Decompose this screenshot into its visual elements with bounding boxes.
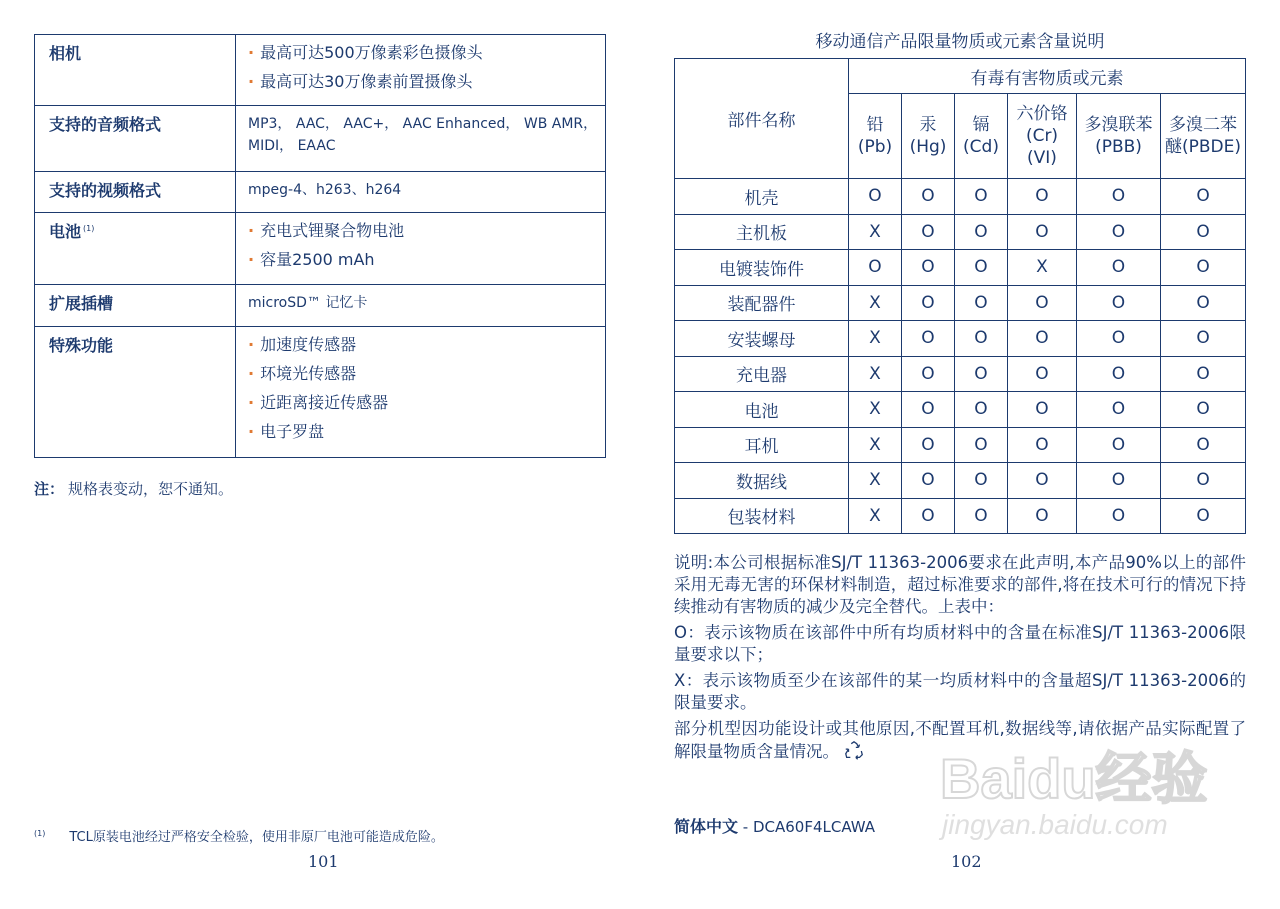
spec-row — [35, 172, 606, 213]
part-name-cell: 机壳 — [675, 179, 849, 215]
language-label: 简体中文 — [674, 817, 739, 836]
spec-value-cell — [236, 213, 606, 285]
spec-row — [35, 213, 606, 285]
substance-symbol2: (VI) — [1027, 148, 1057, 168]
spec-bullet-item — [248, 330, 605, 359]
substance-mark-cell: O — [955, 250, 1008, 286]
spec-bullet-text: 环境光传感器 — [260, 364, 357, 383]
substance-mark-cell: O — [1161, 179, 1246, 215]
substance-mark-cell: X — [849, 498, 902, 534]
footnote-mark: (1) — [34, 828, 46, 838]
substance-header — [1008, 94, 1077, 179]
bullet-dot-icon: · — [248, 221, 255, 240]
bullet-dot-icon: · — [248, 393, 255, 412]
part-name-cell: 电池 — [675, 392, 849, 428]
spec-label-cell — [35, 35, 236, 106]
part-name-cell: 耳机 — [675, 427, 849, 463]
header-part-name: 部件名称 — [675, 59, 849, 179]
spec-value-cell — [236, 327, 606, 458]
spec-bullet-text: 充电式锂聚合物电池 — [260, 221, 405, 240]
substance-mark-cell: O — [1077, 427, 1161, 463]
table-row — [675, 321, 1246, 357]
substance-name: 多溴联苯 — [1084, 115, 1153, 135]
substance-mark-cell: O — [1008, 427, 1077, 463]
substance-header — [955, 94, 1008, 179]
spec-label: 相机 — [49, 44, 82, 63]
substance-mark-cell: O — [1161, 498, 1246, 534]
substance-header — [849, 94, 902, 179]
substance-header — [1077, 94, 1161, 179]
bullet-dot-icon: · — [248, 43, 255, 62]
substance-mark-cell: O — [1161, 356, 1246, 392]
substance-symbol: 醚(PBDE) — [1165, 137, 1242, 157]
table-row — [675, 427, 1246, 463]
substance-mark-cell: O — [1077, 356, 1161, 392]
watermark-url: jingyan.baidu.com — [942, 809, 1168, 840]
substance-mark-cell: O — [1008, 392, 1077, 428]
part-name-cell: 安装螺母 — [675, 321, 849, 357]
substance-mark-cell: O — [955, 392, 1008, 428]
spec-value-cell — [236, 172, 606, 213]
substance-mark-cell: O — [902, 321, 955, 357]
part-name-cell: 电镀装饰件 — [675, 250, 849, 286]
spec-bullet-item — [248, 388, 605, 417]
substance-mark-cell: X — [849, 285, 902, 321]
part-name-cell: 充电器 — [675, 356, 849, 392]
recycle-icon — [843, 740, 865, 762]
substance-mark-cell: O — [1008, 214, 1077, 250]
substance-mark-cell: O — [1161, 463, 1246, 499]
bullet-dot-icon: · — [248, 250, 255, 269]
substance-mark-cell: O — [1077, 285, 1161, 321]
explanation-paragraph: 说明:本公司根据标准SJ/T 11363-2006要求在此声明,本产品90%以上的部件采用无毒无害的环保材料制造，超过标准要求的部件,将在技术可行的情况下持续推动有害物质的减少及完全替代。上表中： — [674, 553, 1246, 616]
explanation-paragraph-last — [674, 718, 1246, 763]
spec-row — [35, 327, 606, 458]
substance-mark-cell: O — [902, 427, 955, 463]
substance-mark-cell: O — [955, 179, 1008, 215]
substance-mark-cell: O — [955, 285, 1008, 321]
bullet-dot-icon: · — [248, 422, 255, 441]
substance-mark-cell: O — [902, 392, 955, 428]
substance-mark-cell: O — [1008, 179, 1077, 215]
substance-mark-cell: O — [1008, 498, 1077, 534]
substance-mark-cell: X — [849, 214, 902, 250]
spec-bullet-item — [248, 216, 605, 245]
spec-bullet-text: 最高可达500万像素彩色摄像头 — [260, 43, 483, 62]
substance-mark-cell: X — [849, 463, 902, 499]
substance-mark-cell: O — [955, 427, 1008, 463]
table-row — [675, 498, 1246, 534]
substance-mark-cell: O — [849, 250, 902, 286]
substance-symbol: (PBB) — [1095, 137, 1142, 157]
explanation-paragraph-text: 部分机型因功能设计或其他原因,不配置耳机,数据线等,请依据产品实际配置了解限量物质含量情况。 — [674, 719, 1246, 761]
substance-mark-cell: O — [1161, 285, 1246, 321]
spec-label-cell — [35, 327, 236, 458]
substance-mark-cell: X — [849, 321, 902, 357]
spec-value-text: mpeg-4、h263、h264 — [248, 182, 402, 198]
spec-bullet-text: 电子罗盘 — [260, 422, 325, 441]
substance-mark-cell: O — [1077, 498, 1161, 534]
substance-mark-cell: X — [849, 427, 902, 463]
spec-row — [35, 285, 606, 327]
substance-mark-cell: O — [1161, 214, 1246, 250]
table-row — [675, 250, 1246, 286]
right-page — [640, 0, 1280, 909]
spec-bullet-item — [248, 67, 605, 96]
substance-mark-cell: O — [902, 214, 955, 250]
spec-value-text: microSD™ 记忆卡 — [248, 295, 368, 311]
spec-label-cell — [35, 106, 236, 172]
substance-mark-cell: O — [902, 463, 955, 499]
substance-symbol: (Cr) — [1025, 126, 1059, 146]
spec-label: 支持的音频格式 — [49, 115, 162, 134]
spec-bullet-item — [248, 245, 605, 274]
table-row — [675, 356, 1246, 392]
substance-mark-cell: O — [1161, 250, 1246, 286]
table-row — [675, 392, 1246, 428]
substance-symbol: (Pb) — [857, 137, 893, 157]
substance-mark-cell: O — [902, 285, 955, 321]
substance-mark-cell: O — [902, 179, 955, 215]
part-name-cell: 数据线 — [675, 463, 849, 499]
substance-mark-cell: O — [1077, 179, 1161, 215]
substance-mark-cell: O — [1077, 463, 1161, 499]
header-substances-group: 有毒有害物质或元素 — [849, 59, 1246, 94]
substance-mark-cell: O — [955, 463, 1008, 499]
spec-bullet-text: 加速度传感器 — [260, 335, 357, 354]
table-row — [675, 214, 1246, 250]
substance-mark-cell: O — [955, 356, 1008, 392]
spec-value-cell — [236, 35, 606, 106]
part-name-cell: 包装材料 — [675, 498, 849, 534]
spec-bullet-text: 近距离接近传感器 — [260, 393, 389, 412]
spec-label: 电池 — [49, 222, 82, 241]
spec-row — [35, 35, 606, 106]
page-number-right: 102 — [951, 852, 982, 871]
bullet-dot-icon: · — [248, 335, 255, 354]
substance-mark-cell: X — [849, 392, 902, 428]
footnote-ref: (1) — [83, 224, 95, 233]
substance-mark-cell: O — [1008, 356, 1077, 392]
substance-mark-cell: O — [1161, 392, 1246, 428]
substance-name: 六价铬 — [1016, 104, 1068, 124]
spec-label: 特殊功能 — [49, 336, 114, 355]
part-name-cell: 装配器件 — [675, 285, 849, 321]
explanation-text — [674, 552, 1246, 767]
table-row — [675, 285, 1246, 321]
table-row — [675, 463, 1246, 499]
explanation-paragraph: X：表示该物质至少在该部件的某一均质材料中的含量超SJ/T 11363-2006的限量要求。 — [674, 671, 1246, 712]
substance-mark-cell: O — [955, 214, 1008, 250]
substance-symbol: (Cd) — [963, 137, 999, 157]
product-code: - DCA60F4LCAWA — [738, 818, 876, 836]
spec-bullet-text: 容量2500 mAh — [260, 250, 375, 269]
substance-mark-cell: O — [902, 250, 955, 286]
substance-mark-cell: O — [1077, 214, 1161, 250]
substance-mark-cell: O — [955, 498, 1008, 534]
spec-label: 扩展插槽 — [49, 294, 114, 313]
spec-bullet-item — [248, 38, 605, 67]
bullet-dot-icon: · — [248, 72, 255, 91]
language-code-line — [674, 814, 875, 837]
footnote-text: TCL原装电池经过严格安全检验，使用非原厂电池可能造成危险。 — [69, 830, 444, 845]
substance-mark-cell: X — [849, 356, 902, 392]
spec-value-text: MP3， AAC， AAC+， AAC Enhanced， WB AMR， MIDI， EAAC — [248, 116, 598, 154]
substance-table-title: 移动通信产品限量物质或元素含量说明 — [815, 32, 1105, 52]
substance-mark-cell: O — [955, 321, 1008, 357]
substance-name: 汞 — [919, 115, 937, 135]
substance-mark-cell: O — [1077, 321, 1161, 357]
table-row — [675, 179, 1246, 215]
spec-bullet-text: 最高可达30万像素前置摄像头 — [260, 72, 473, 91]
substance-mark-cell: O — [849, 179, 902, 215]
watermark-brand: Baidu经验 — [940, 747, 1208, 810]
substance-mark-cell: O — [1008, 285, 1077, 321]
explanation-paragraph: O：表示该物质在该部件中所有均质材料中的含量在标准SJ/T 11363-2006限量要求以下； — [674, 623, 1246, 664]
substance-header — [902, 94, 955, 179]
spec-bullet-item — [248, 359, 605, 388]
note-text: 规格表变动，恕不通知。 — [68, 480, 234, 498]
spec-value-cell — [236, 285, 606, 327]
note-label: 注： — [34, 480, 65, 498]
substance-mark-cell: O — [1161, 321, 1246, 357]
spec-value-cell — [236, 106, 606, 172]
spec-label-cell — [35, 285, 236, 327]
part-name-cell: 主机板 — [675, 214, 849, 250]
substance-mark-cell: O — [1161, 427, 1246, 463]
substance-symbol: (Hg) — [909, 137, 947, 157]
substance-mark-cell: O — [1008, 463, 1077, 499]
spec-bullet-item — [248, 417, 605, 446]
substance-name: 镉 — [972, 115, 990, 135]
bullet-dot-icon: · — [248, 364, 255, 383]
substance-header — [1161, 94, 1246, 179]
footnote — [34, 826, 444, 845]
spec-row — [35, 106, 606, 172]
spec-table — [34, 34, 606, 458]
substance-mark-cell: O — [902, 356, 955, 392]
spec-note — [34, 478, 233, 499]
spec-label: 支持的视频格式 — [49, 181, 162, 200]
substance-mark-cell: X — [1008, 250, 1077, 286]
page-number-left: 101 — [308, 852, 339, 871]
substance-name: 多溴二苯 — [1169, 115, 1238, 135]
substance-table — [674, 58, 1246, 534]
substance-mark-cell: O — [1008, 321, 1077, 357]
spec-label-cell — [35, 213, 236, 285]
substance-mark-cell: O — [1077, 392, 1161, 428]
substance-mark-cell: O — [902, 498, 955, 534]
spec-label-cell — [35, 172, 236, 213]
substance-name: 铅 — [866, 115, 884, 135]
substance-mark-cell: O — [1077, 250, 1161, 286]
